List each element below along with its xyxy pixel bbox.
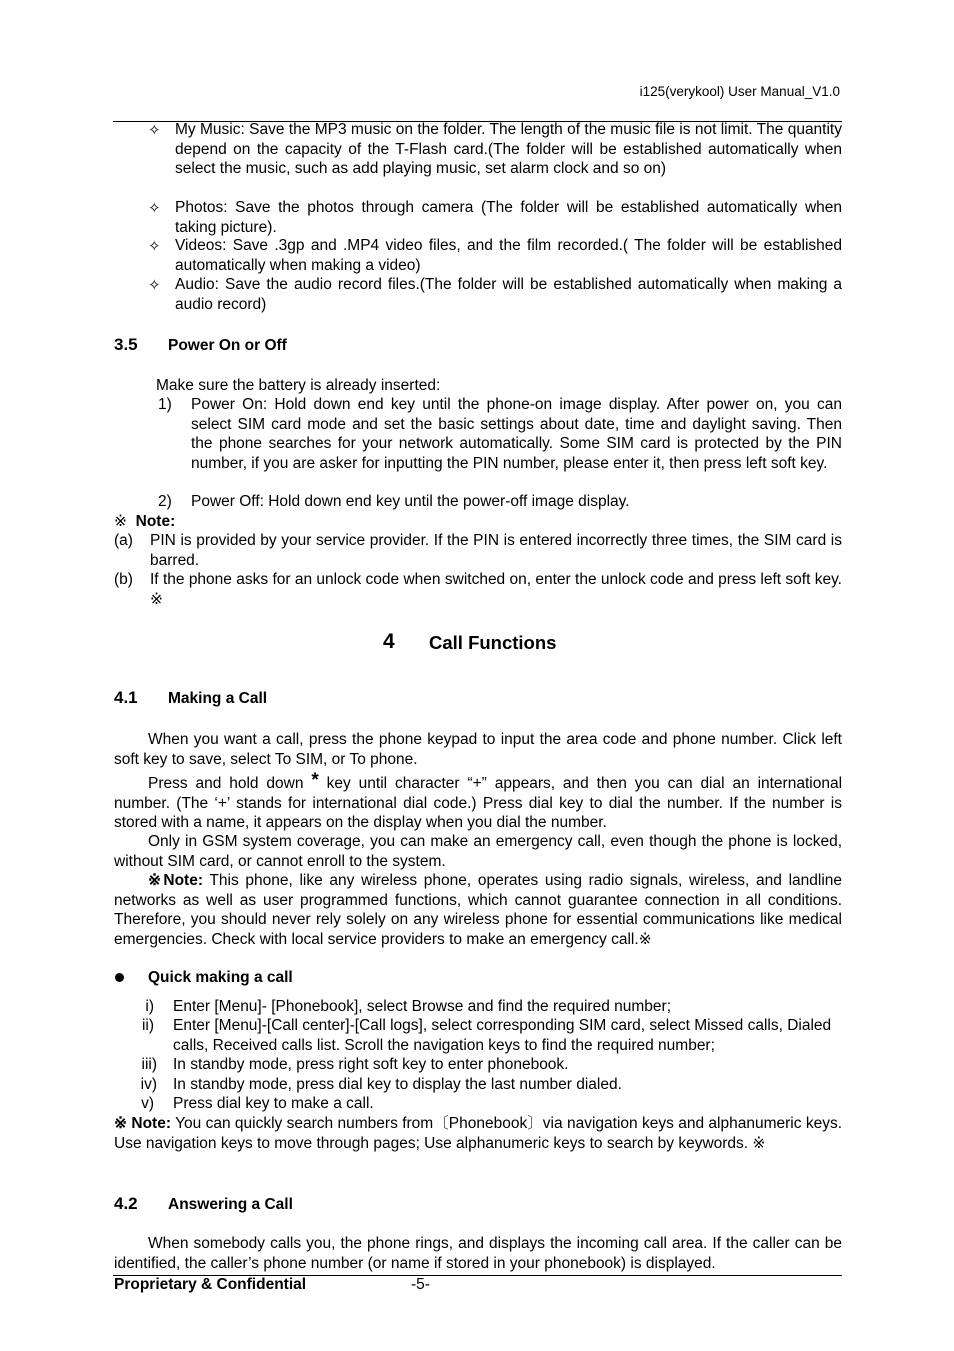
- unlock-note: If the phone asks for an unlock code when switched on, enter the unlock code and press left soft key. ※: [150, 571, 842, 608]
- page-header: i125(verykool) User Manual_V1.0: [639, 84, 840, 99]
- page-number: -5-: [411, 1276, 430, 1293]
- star-key-glyph: *: [311, 770, 319, 791]
- note-label: ※ Note:: [114, 1115, 171, 1132]
- section-title: Answering a Call: [168, 1196, 293, 1213]
- roman-number: i): [145, 998, 154, 1015]
- quick-item: Press dial key to make a call.: [173, 1095, 374, 1112]
- wireless-note: ※Note: This phone, like any wireless phone, operates using radio signals, wireless, and landline networks as well as user programmed functions, which cannot guarantee connection in all conditions. Therefore, you should never rely solely on any wireless phone for essential communications like medical emergencies. Check with local service providers to make an emergency call.※: [114, 872, 842, 948]
- note-heading: [114, 512, 175, 532]
- quick-item: Enter [Menu]-[Call center]-[Call logs], select corresponding SIM card, select Missed calls, Dialed calls, Received calls list. Scroll the navigation keys to find the required number;: [173, 1017, 832, 1054]
- roman-number: ii): [141, 1017, 154, 1034]
- chapter-number: 4: [383, 630, 395, 653]
- section-title: Making a Call: [168, 690, 268, 707]
- chapter-title: Call Functions: [429, 632, 557, 653]
- folder-item-photos: Photos: Save the photos through camera (The folder will be established automatically when taking picture).: [175, 199, 842, 236]
- roman-number: v): [141, 1095, 154, 1112]
- folder-item-audio: Audio: Save the audio record files.(The folder will be established automatically when making a audio record): [175, 276, 842, 313]
- phonebook-note: ※ Note: You can quickly search numbers from〔Phonebook〕via navigation keys and alphanumeric keys. Use navigation keys to move through pages; Use alphanumeric keys to search by keywords. ※: [114, 1115, 842, 1152]
- folder-item-videos: Videos: Save .3gp and .MP4 video files, and the film recorded.( The folder will be established automatically when making a video): [175, 237, 842, 274]
- bullet-dot-icon: [115, 973, 124, 982]
- quick-item: In standby mode, press dial key to display the last number dialed.: [173, 1076, 622, 1093]
- roman-number: iii): [141, 1056, 157, 1073]
- power-off-item: Power Off: Hold down end key until the power-off image display.: [191, 493, 630, 510]
- quick-call-heading: Quick making a call: [148, 969, 293, 986]
- diamond-bullet-icon: ✧: [148, 238, 161, 255]
- power-intro: Make sure the battery is already inserted:: [156, 377, 441, 394]
- footer-confidential: Proprietary & Confidential: [114, 1276, 307, 1293]
- diamond-bullet-icon: ✧: [148, 277, 161, 294]
- quick-item: Enter [Menu]- [Phonebook], select Browse and find the required number;: [173, 998, 672, 1015]
- section-number: 4.1: [114, 688, 138, 707]
- making-call-para-1: When you want a call, press the phone keypad to input the area code and phone number. Click left soft key to save, select To SIM, or To phone.: [114, 731, 842, 768]
- note-letter: (a): [114, 532, 133, 549]
- power-on-item: Power On: Hold down end key until the phone-on image display. After power on, you can select SIM card mode and set the basic settings about date, time and daylight saving. Then the phone searches for your network automatically. Some SIM card is protected by the PIN number, if you are asker for inputting the PIN number, please enter it, then press left soft key.: [191, 396, 842, 472]
- list-number: 1): [158, 396, 172, 413]
- pin-note: PIN is provided by your service provider. If the PIN is entered incorrectly three times, the SIM card is barred.: [150, 532, 842, 569]
- section-number: 4.2: [114, 1194, 138, 1213]
- section-number: 3.5: [114, 335, 138, 354]
- list-number: 2): [158, 493, 172, 510]
- answering-para: When somebody calls you, the phone rings, and displays the incoming call area. If the caller can be identified, the caller’s phone number (or name if stored in your phonebook) is displayed.: [114, 1235, 842, 1272]
- folder-item-music: My Music: Save the MP3 music on the folder. The length of the music file is not limit. The quantity depend on the capacity of the T-Flash card.(The folder will be established automatically when select the music, such as add playing music, set alarm clock and so on): [175, 121, 842, 177]
- section-title: Power On or Off: [168, 337, 287, 354]
- emergency-para: Only in GSM system coverage, you can make an emergency call, even though the phone is locked, without SIM card, or cannot enroll to the system.: [114, 833, 842, 870]
- note-label: Note:: [135, 513, 176, 530]
- note-mark: ※: [114, 513, 127, 530]
- diamond-bullet-icon: ✧: [148, 200, 161, 217]
- making-call-para-2: Press and hold down * key until character “+” appears, and then you can dial an international number. (The ‘+’ stands for international dial code.) Press dial key to dial the number. If the number is stored with a name, it appears on the display when you dial the number.: [114, 770, 843, 831]
- diamond-bullet-icon: ✧: [148, 122, 161, 139]
- note-label: ※Note:: [148, 872, 203, 889]
- roman-number: iv): [140, 1076, 157, 1093]
- note-letter: (b): [114, 571, 133, 588]
- quick-item: In standby mode, press right soft key to enter phonebook.: [173, 1056, 569, 1073]
